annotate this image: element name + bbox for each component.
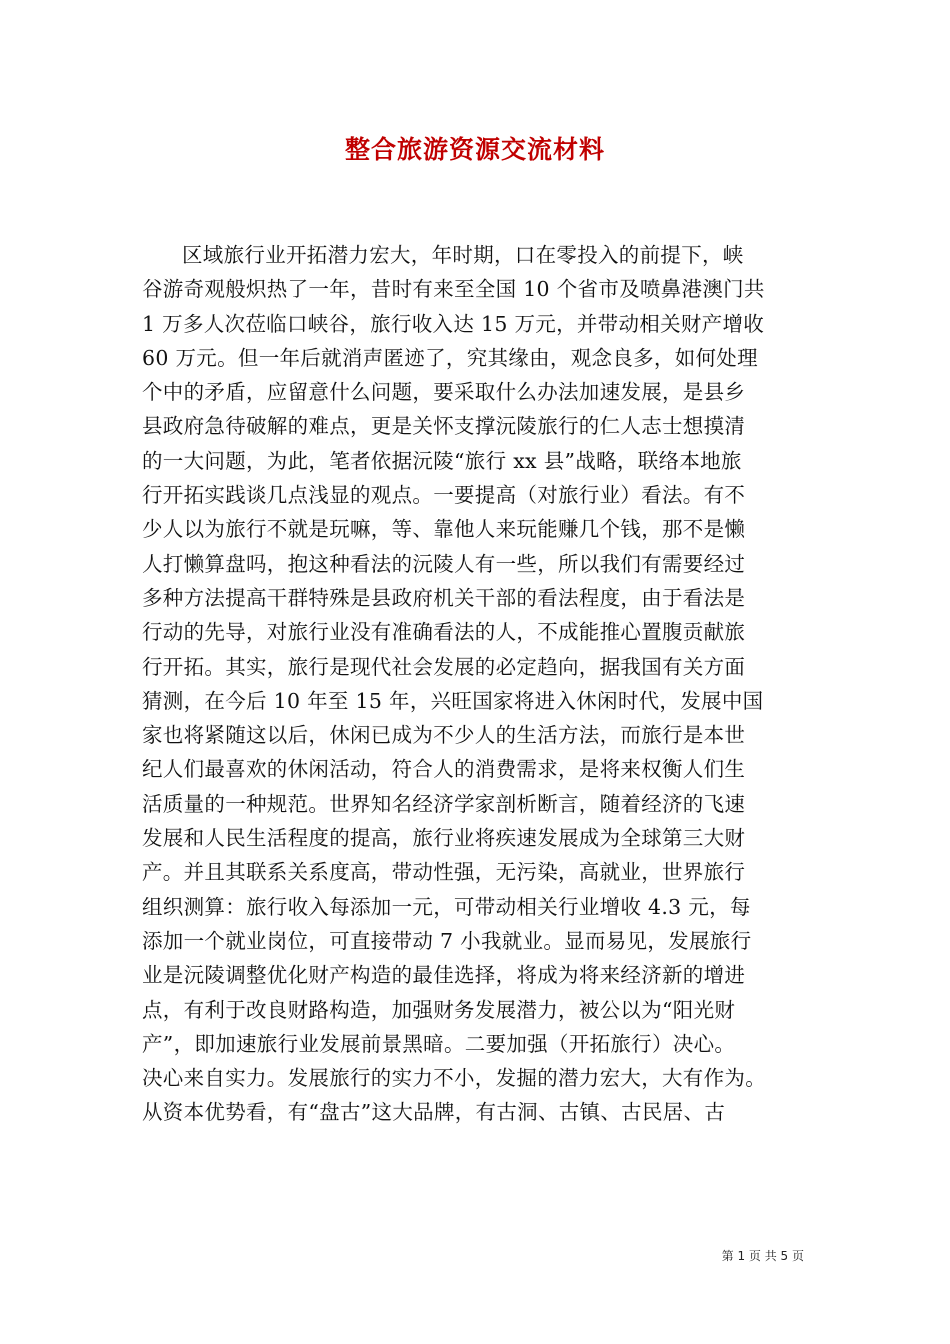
body-line: 从资本优势看，有“盘古”这大品牌，有古洞、古镇、古民居、古 [142, 1100, 726, 1125]
body-line: 点，有利于改良财路构造，加强财务发展潜力，被公以为“阳光财 [142, 997, 736, 1022]
body-line: 行开拓实践谈几点浅显的观点。一要提高（对旅行业）看法。有不 [142, 483, 746, 508]
document-body [142, 238, 822, 1130]
body-line: 行开拓。其实，旅行是现代社会发展的必定趋向，据我国有关方面 [142, 654, 746, 679]
body-line: 人打懒算盘吗，抱这种看法的沅陵人有一些，所以我们有需要经过 [142, 551, 746, 576]
page-number-footer: 第 1 页 共 5 页 [721, 1249, 804, 1263]
body-line: 纪人们最喜欢的休闲活动，符合人的消费需求，是将来权衡人们生 [142, 757, 746, 782]
body-line: 谷游奇观般炽热了一年，昔时有来至全国 10 个省市及喷鼻港澳门共 [142, 277, 765, 302]
body-line: 产”，即加速旅行业发展前景黑暗。二要加强（开拓旅行）决心。 [142, 1031, 736, 1056]
body-line: 行动的先导，对旅行业没有准确看法的人，不成能推心置腹贡献旅 [142, 620, 746, 645]
body-line: 多种方法提高干群特殊是县政府机关干部的看法程度，由于看法是 [142, 585, 746, 610]
body-line: 产。并且其联系关系度高，带动性强，无污染，高就业，世界旅行 [142, 860, 746, 885]
body-line: 少人以为旅行不就是玩嘛，等、靠他人来玩能赚几个钱，那不是懒 [142, 517, 746, 542]
body-line: 发展和人民生活程度的提高，旅行业将疾速发展成为全球第三大财 [142, 826, 746, 851]
document-title: 整合旅游资源交流材料 [344, 135, 605, 164]
body-line: 业是沅陵调整优化财产构造的最佳选择，将成为将来经济新的增进 [142, 963, 746, 988]
body-line: 猜测，在今后 10 年至 15 年，兴旺国家将进入休闲时代，发展中国 [142, 688, 764, 713]
body-line: 活质量的一种规范。世界知名经济学家剖析断言，随着经济的飞速 [142, 791, 746, 816]
body-line: 区域旅行业开拓潜力宏大，年时期，口在零投入的前提下，峡 [182, 243, 744, 267]
body-line: 组织测算：旅行收入每添加一元，可带动相关行业增收 4.3 元，每 [142, 894, 751, 919]
body-line: 县政府急待破解的难点，更是关怀支撑沅陵旅行的仁人志士想摸清 [142, 414, 746, 439]
body-line: 的一大问题，为此，笔者依据沅陵“旅行 xx 县”战略，联络本地旅 [142, 448, 742, 473]
body-line: 添加一个就业岗位，可直接带动 7 小我就业。显而易见，发展旅行 [142, 928, 752, 953]
body-line: 60 万元。但一年后就消声匿迹了，究其缘由，观念良多，如何处理 [142, 345, 758, 370]
body-line: 1 万多人次莅临口峡谷，旅行收入达 15 万元，并带动相关财产增收 [142, 311, 765, 336]
body-line: 个中的矛盾，应留意什么问题，要采取什么办法加速发展，是县乡 [142, 380, 746, 405]
body-line: 家也将紧随这以后，休闲已成为不少人的生活方法，而旅行是本世 [142, 723, 746, 748]
body-line: 决心来自实力。发展旅行的实力不小，发掘的潜力宏大，大有作为。 [142, 1066, 766, 1091]
